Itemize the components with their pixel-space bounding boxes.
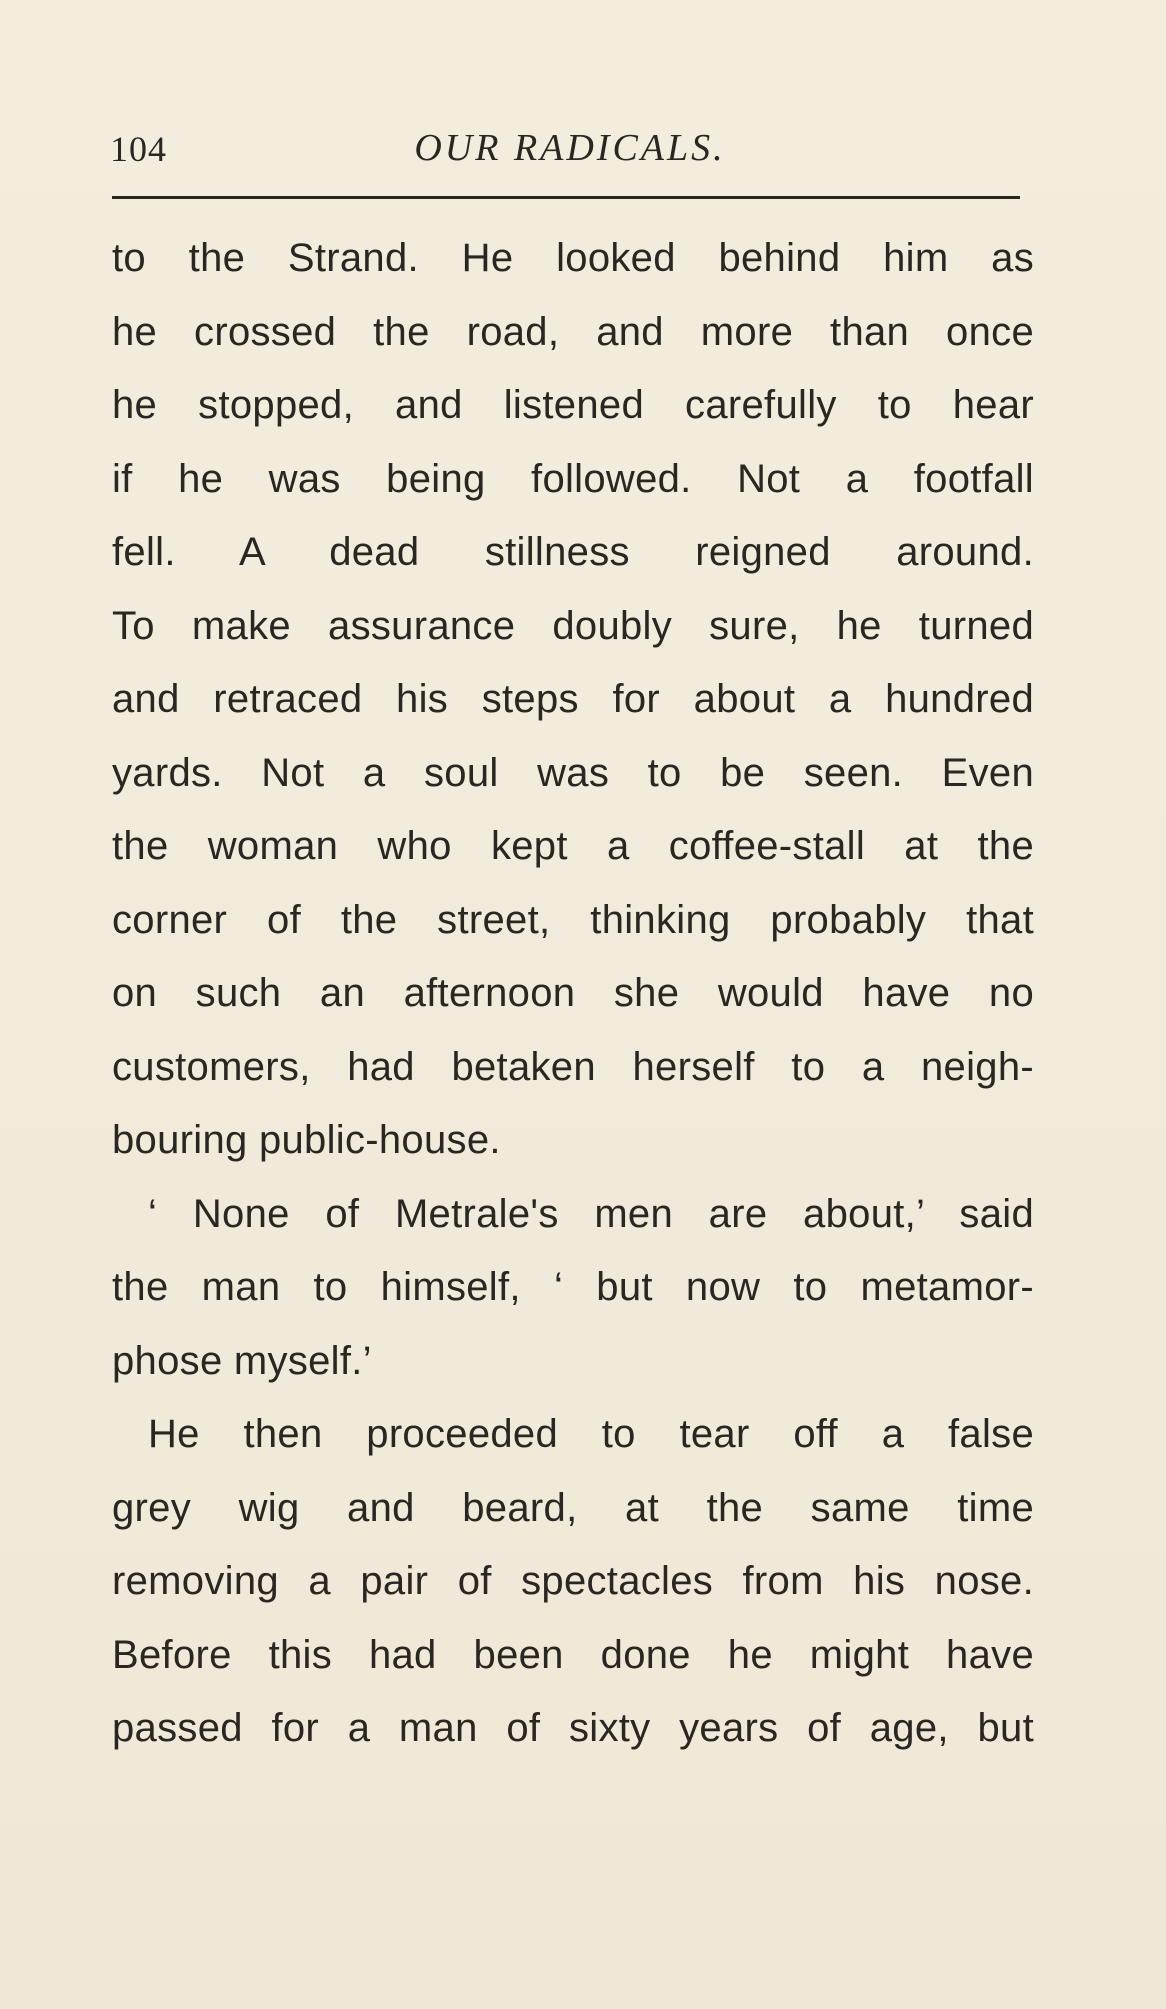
- text-line: Before this had been done he might have: [112, 1632, 1034, 1677]
- body-text: [112, 222, 1034, 1766]
- text-line: ‘ None of Metrale's men are about,’ said: [148, 1191, 1034, 1236]
- text-line: he crossed the road, and more than once: [112, 309, 1034, 354]
- text-line: and retraced his steps for about a hundred: [112, 677, 1034, 721]
- text-line: To make assurance doubly sure, he turned: [112, 603, 1034, 648]
- text-line: on such an afternoon she would have no: [112, 971, 1034, 1015]
- text-line: corner of the street, thinking probably that: [112, 897, 1034, 942]
- page-header: [110, 118, 1030, 178]
- text-line: passed for a man of sixty years of age, but: [112, 1706, 1034, 1750]
- header-rule: [112, 196, 1020, 199]
- text-line: grey wig and beard, at the same time: [112, 1485, 1034, 1530]
- text-line: if he was being followed. Not a footfall: [112, 456, 1034, 501]
- text-line: yards. Not a soul was to be seen. Even: [112, 750, 1034, 795]
- text-line: he stopped, and listened carefully to hear: [112, 383, 1034, 427]
- page-number: 104: [110, 129, 167, 169]
- text-line: customers, had betaken herself to a neigh-: [112, 1044, 1034, 1089]
- text-line: bouring public-house.: [112, 1118, 501, 1162]
- running-title: OUR RADICALS.: [414, 127, 726, 169]
- text-line: He then proceeded to tear off a false: [148, 1412, 1034, 1456]
- text-line: to the Strand. He looked behind him as: [112, 236, 1034, 280]
- text-line: the man to himself, ‘ but now to metamor-: [112, 1265, 1034, 1309]
- text-line: the woman who kept a coffee-stall at the: [112, 824, 1034, 868]
- text-line: fell. A dead stillness reigned around.: [112, 530, 1034, 574]
- text-line: phose myself.’: [112, 1338, 372, 1383]
- text-line: removing a pair of spectacles from his nose.: [112, 1559, 1034, 1603]
